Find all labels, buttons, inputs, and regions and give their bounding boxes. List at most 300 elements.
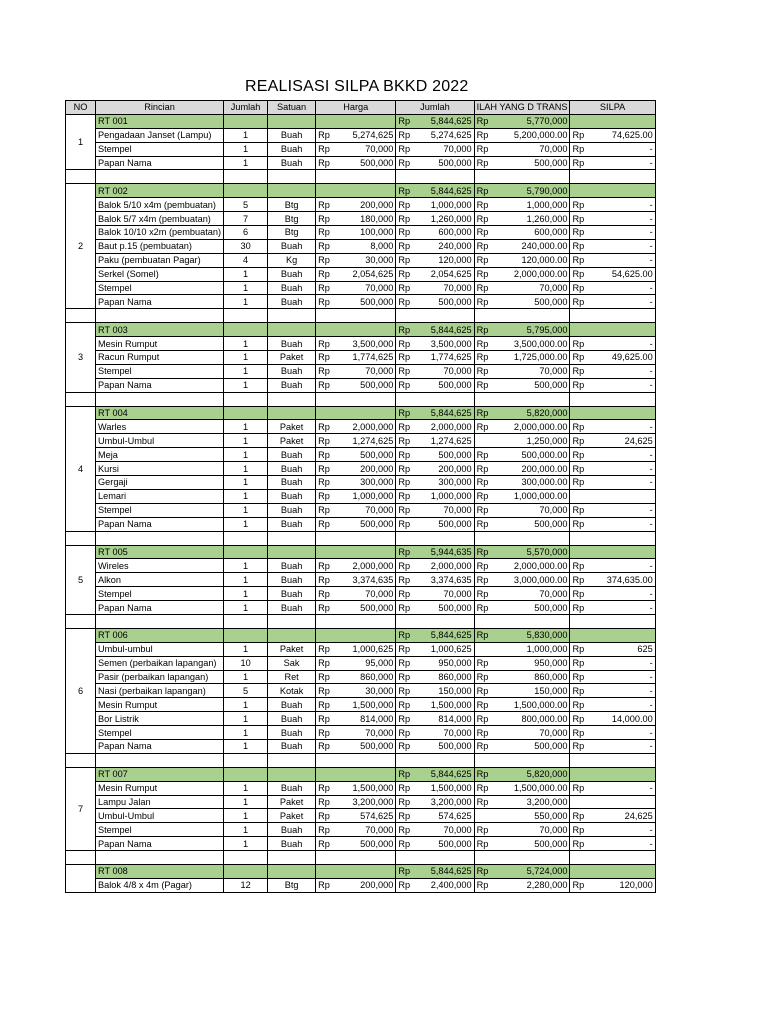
empty-cell[interactable] xyxy=(316,114,396,128)
empty-cell[interactable] xyxy=(316,309,396,323)
currency-cell[interactable]: Rp xyxy=(396,587,412,601)
group-number-cell[interactable] xyxy=(66,864,96,892)
item-transfer-cell[interactable]: 240,000.00 xyxy=(492,239,570,253)
currency-cell[interactable]: Rp xyxy=(474,364,492,378)
item-transfer-cell[interactable]: 5,200,000.00 xyxy=(492,128,570,142)
item-unit-cell[interactable]: Buah xyxy=(268,573,316,587)
empty-cell[interactable] xyxy=(570,392,655,406)
empty-cell[interactable] xyxy=(474,851,570,865)
item-price-cell[interactable]: 500,000 xyxy=(332,739,396,753)
currency-cell[interactable]: Rp xyxy=(570,670,586,684)
item-jumlah-cell[interactable]: 70,000 xyxy=(412,823,474,837)
item-transfer-cell[interactable]: 3,200,000 xyxy=(492,795,570,809)
currency-cell[interactable]: Rp xyxy=(316,656,332,670)
currency-cell[interactable]: Rp xyxy=(396,351,412,365)
empty-cell[interactable] xyxy=(96,851,224,865)
currency-cell[interactable]: Rp xyxy=(570,476,586,490)
currency-cell[interactable]: Rp xyxy=(570,642,586,656)
item-price-cell[interactable]: 200,000 xyxy=(332,198,396,212)
item-qty-cell[interactable]: 4 xyxy=(224,253,268,267)
empty-cell[interactable] xyxy=(316,170,396,184)
group-name-cell[interactable]: RT 006 xyxy=(96,628,224,642)
item-unit-cell[interactable]: Buah xyxy=(268,295,316,309)
item-rincian-cell[interactable]: Pasir (perbaikan lapangan) xyxy=(96,670,224,684)
currency-cell[interactable]: Rp xyxy=(316,726,332,740)
item-rincian-cell[interactable]: Nasi (perbaikan lapangan) xyxy=(96,684,224,698)
currency-cell[interactable]: Rp xyxy=(474,281,492,295)
item-unit-cell[interactable]: Buah xyxy=(268,128,316,142)
currency-cell[interactable]: Rp xyxy=(474,726,492,740)
item-unit-cell[interactable]: Kotak xyxy=(268,684,316,698)
group-transfer-cell[interactable]: 5,820,000 xyxy=(492,406,570,420)
currency-cell[interactable]: Rp xyxy=(474,781,492,795)
group-name-cell[interactable]: RT 005 xyxy=(96,545,224,559)
currency-cell[interactable]: Rp xyxy=(570,823,586,837)
currency-cell[interactable]: Rp xyxy=(316,781,332,795)
currency-cell[interactable] xyxy=(570,489,586,503)
empty-cell[interactable] xyxy=(66,614,96,628)
item-silpa-cell[interactable]: - xyxy=(586,781,655,795)
currency-cell[interactable]: Rp xyxy=(316,142,332,156)
item-transfer-cell[interactable]: 500,000 xyxy=(492,295,570,309)
currency-cell[interactable]: Rp xyxy=(474,267,492,281)
item-qty-cell[interactable]: 1 xyxy=(224,462,268,476)
item-jumlah-cell[interactable]: 70,000 xyxy=(412,503,474,517)
item-price-cell[interactable]: 574,625 xyxy=(332,809,396,823)
item-price-cell[interactable]: 500,000 xyxy=(332,295,396,309)
empty-cell[interactable] xyxy=(570,767,655,781)
item-jumlah-cell[interactable]: 2,000,000 xyxy=(412,420,474,434)
currency-cell[interactable] xyxy=(570,795,586,809)
currency-cell[interactable]: Rp xyxy=(570,781,586,795)
empty-cell[interactable] xyxy=(224,184,268,198)
currency-cell[interactable]: Rp xyxy=(474,420,492,434)
currency-cell[interactable]: Rp xyxy=(316,601,332,615)
item-price-cell[interactable]: 2,054,625 xyxy=(332,267,396,281)
empty-cell[interactable] xyxy=(474,753,570,767)
item-price-cell[interactable]: 2,000,000 xyxy=(332,420,396,434)
item-jumlah-cell[interactable]: 300,000 xyxy=(412,476,474,490)
currency-cell[interactable]: Rp xyxy=(316,281,332,295)
item-unit-cell[interactable]: Buah xyxy=(268,462,316,476)
item-unit-cell[interactable]: Buah xyxy=(268,781,316,795)
currency-cell[interactable]: Rp xyxy=(316,517,332,531)
item-qty-cell[interactable]: 1 xyxy=(224,795,268,809)
currency-cell[interactable]: Rp xyxy=(570,517,586,531)
empty-cell[interactable] xyxy=(316,323,396,337)
currency-cell[interactable]: Rp xyxy=(474,184,492,198)
item-silpa-cell[interactable] xyxy=(586,795,655,809)
item-jumlah-cell[interactable]: 1,260,000 xyxy=(412,212,474,226)
currency-cell[interactable]: Rp xyxy=(474,378,492,392)
currency-cell[interactable]: Rp xyxy=(316,795,332,809)
item-price-cell[interactable]: 200,000 xyxy=(332,878,396,892)
currency-cell[interactable]: Rp xyxy=(396,212,412,226)
currency-cell[interactable]: Rp xyxy=(396,698,412,712)
currency-cell[interactable]: Rp xyxy=(396,198,412,212)
item-transfer-cell[interactable]: 1,500,000.00 xyxy=(492,781,570,795)
currency-cell[interactable]: Rp xyxy=(396,364,412,378)
currency-cell[interactable]: Rp xyxy=(474,684,492,698)
currency-cell[interactable]: Rp xyxy=(396,378,412,392)
item-rincian-cell[interactable]: Papan Nama xyxy=(96,378,224,392)
item-price-cell[interactable]: 500,000 xyxy=(332,378,396,392)
item-price-cell[interactable]: 8,000 xyxy=(332,239,396,253)
currency-cell[interactable]: Rp xyxy=(474,226,492,240)
currency-cell[interactable]: Rp xyxy=(474,142,492,156)
currency-cell[interactable]: Rp xyxy=(396,739,412,753)
item-transfer-cell[interactable]: 950,000 xyxy=(492,656,570,670)
item-jumlah-cell[interactable]: 3,200,000 xyxy=(412,795,474,809)
group-total-cell[interactable]: 5,844,625 xyxy=(412,184,474,198)
item-jumlah-cell[interactable]: 1,000,000 xyxy=(412,198,474,212)
item-jumlah-cell[interactable]: 70,000 xyxy=(412,364,474,378)
item-jumlah-cell[interactable]: 70,000 xyxy=(412,281,474,295)
currency-cell[interactable]: Rp xyxy=(396,128,412,142)
empty-cell[interactable] xyxy=(570,184,655,198)
item-qty-cell[interactable]: 6 xyxy=(224,226,268,240)
item-unit-cell[interactable]: Buah xyxy=(268,378,316,392)
item-qty-cell[interactable]: 1 xyxy=(224,420,268,434)
empty-cell[interactable] xyxy=(570,753,655,767)
group-transfer-cell[interactable]: 5,770,000 xyxy=(492,114,570,128)
empty-cell[interactable] xyxy=(474,309,570,323)
item-silpa-cell[interactable]: - xyxy=(586,476,655,490)
item-transfer-cell[interactable]: 150,000 xyxy=(492,684,570,698)
currency-cell[interactable]: Rp xyxy=(474,212,492,226)
currency-cell[interactable]: Rp xyxy=(396,573,412,587)
empty-cell[interactable] xyxy=(316,864,396,878)
currency-cell[interactable]: Rp xyxy=(316,837,332,851)
item-qty-cell[interactable]: 1 xyxy=(224,739,268,753)
item-rincian-cell[interactable]: Papan Nama xyxy=(96,739,224,753)
currency-cell[interactable]: Rp xyxy=(316,670,332,684)
currency-cell[interactable]: Rp xyxy=(570,198,586,212)
currency-cell[interactable]: Rp xyxy=(474,864,492,878)
item-qty-cell[interactable]: 1 xyxy=(224,142,268,156)
item-unit-cell[interactable]: Buah xyxy=(268,837,316,851)
item-silpa-cell[interactable]: - xyxy=(586,239,655,253)
item-price-cell[interactable]: 3,200,000 xyxy=(332,795,396,809)
item-transfer-cell[interactable]: 600,000 xyxy=(492,226,570,240)
item-transfer-cell[interactable]: 500,000.00 xyxy=(492,448,570,462)
currency-cell[interactable]: Rp xyxy=(570,656,586,670)
item-price-cell[interactable]: 1,500,000 xyxy=(332,781,396,795)
empty-cell[interactable] xyxy=(96,170,224,184)
item-jumlah-cell[interactable]: 600,000 xyxy=(412,226,474,240)
item-silpa-cell[interactable]: 625 xyxy=(586,642,655,656)
item-silpa-cell[interactable]: - xyxy=(586,503,655,517)
item-price-cell[interactable]: 5,274,625 xyxy=(332,128,396,142)
currency-cell[interactable] xyxy=(474,434,492,448)
empty-cell[interactable] xyxy=(224,628,268,642)
empty-cell[interactable] xyxy=(396,531,474,545)
item-rincian-cell[interactable]: Warles xyxy=(96,420,224,434)
item-qty-cell[interactable]: 5 xyxy=(224,198,268,212)
item-silpa-cell[interactable]: - xyxy=(586,156,655,170)
currency-cell[interactable]: Rp xyxy=(474,823,492,837)
item-unit-cell[interactable]: Ret xyxy=(268,670,316,684)
empty-cell[interactable] xyxy=(268,614,316,628)
currency-cell[interactable]: Rp xyxy=(570,503,586,517)
currency-cell[interactable]: Rp xyxy=(396,712,412,726)
empty-cell[interactable] xyxy=(268,628,316,642)
item-silpa-cell[interactable]: - xyxy=(586,337,655,351)
item-rincian-cell[interactable]: Mesin Rumput xyxy=(96,781,224,795)
item-jumlah-cell[interactable]: 500,000 xyxy=(412,837,474,851)
item-transfer-cell[interactable]: 1,000,000.00 xyxy=(492,489,570,503)
item-unit-cell[interactable]: Buah xyxy=(268,517,316,531)
empty-cell[interactable] xyxy=(224,753,268,767)
item-unit-cell[interactable]: Buah xyxy=(268,559,316,573)
currency-cell[interactable]: Rp xyxy=(396,281,412,295)
item-jumlah-cell[interactable]: 2,054,625 xyxy=(412,267,474,281)
empty-cell[interactable] xyxy=(96,392,224,406)
currency-cell[interactable]: Rp xyxy=(474,323,492,337)
currency-cell[interactable]: Rp xyxy=(474,253,492,267)
empty-cell[interactable] xyxy=(268,184,316,198)
empty-cell[interactable] xyxy=(96,614,224,628)
currency-cell[interactable]: Rp xyxy=(474,462,492,476)
currency-cell[interactable]: Rp xyxy=(474,406,492,420)
item-price-cell[interactable]: 95,000 xyxy=(332,656,396,670)
item-transfer-cell[interactable]: 500,000 xyxy=(492,517,570,531)
empty-cell[interactable] xyxy=(96,753,224,767)
item-price-cell[interactable]: 70,000 xyxy=(332,823,396,837)
item-rincian-cell[interactable]: Alkon xyxy=(96,573,224,587)
currency-cell[interactable]: Rp xyxy=(474,114,492,128)
item-qty-cell[interactable]: 1 xyxy=(224,726,268,740)
empty-cell[interactable] xyxy=(224,323,268,337)
item-transfer-cell[interactable]: 120,000.00 xyxy=(492,253,570,267)
empty-cell[interactable] xyxy=(224,392,268,406)
currency-cell[interactable]: Rp xyxy=(474,559,492,573)
item-transfer-cell[interactable]: 1,725,000.00 xyxy=(492,351,570,365)
item-transfer-cell[interactable]: 70,000 xyxy=(492,587,570,601)
currency-cell[interactable]: Rp xyxy=(474,739,492,753)
item-jumlah-cell[interactable]: 1,500,000 xyxy=(412,698,474,712)
col-satuan[interactable]: Satuan xyxy=(268,101,316,115)
currency-cell[interactable]: Rp xyxy=(396,601,412,615)
item-unit-cell[interactable]: Buah xyxy=(268,698,316,712)
empty-cell[interactable] xyxy=(96,309,224,323)
item-silpa-cell[interactable]: - xyxy=(586,281,655,295)
item-price-cell[interactable]: 500,000 xyxy=(332,448,396,462)
item-price-cell[interactable]: 70,000 xyxy=(332,726,396,740)
currency-cell[interactable]: Rp xyxy=(396,114,412,128)
item-unit-cell[interactable]: Buah xyxy=(268,337,316,351)
item-silpa-cell[interactable]: - xyxy=(586,823,655,837)
item-silpa-cell[interactable]: 374,635.00 xyxy=(586,573,655,587)
currency-cell[interactable]: Rp xyxy=(396,448,412,462)
currency-cell[interactable]: Rp xyxy=(316,378,332,392)
item-rincian-cell[interactable]: Serkel (Somel) xyxy=(96,267,224,281)
currency-cell[interactable]: Rp xyxy=(316,503,332,517)
currency-cell[interactable]: Rp xyxy=(396,503,412,517)
item-transfer-cell[interactable]: 800,000.00 xyxy=(492,712,570,726)
currency-cell[interactable]: Rp xyxy=(396,142,412,156)
item-jumlah-cell[interactable]: 5,274,625 xyxy=(412,128,474,142)
item-qty-cell[interactable]: 1 xyxy=(224,378,268,392)
currency-cell[interactable]: Rp xyxy=(570,253,586,267)
item-price-cell[interactable]: 70,000 xyxy=(332,281,396,295)
currency-cell[interactable]: Rp xyxy=(570,364,586,378)
item-rincian-cell[interactable]: Stempel xyxy=(96,364,224,378)
item-rincian-cell[interactable]: Umbul-umbul xyxy=(96,642,224,656)
currency-cell[interactable]: Rp xyxy=(316,253,332,267)
empty-cell[interactable] xyxy=(268,545,316,559)
item-unit-cell[interactable]: Paket xyxy=(268,351,316,365)
currency-cell[interactable]: Rp xyxy=(316,809,332,823)
currency-cell[interactable]: Rp xyxy=(396,434,412,448)
item-jumlah-cell[interactable]: 2,000,000 xyxy=(412,559,474,573)
item-rincian-cell[interactable]: Bor Listrik xyxy=(96,712,224,726)
currency-cell[interactable]: Rp xyxy=(570,281,586,295)
item-transfer-cell[interactable]: 70,000 xyxy=(492,281,570,295)
item-price-cell[interactable]: 1,774,625 xyxy=(332,351,396,365)
item-rincian-cell[interactable]: Papan Nama xyxy=(96,517,224,531)
currency-cell[interactable]: Rp xyxy=(570,267,586,281)
empty-cell[interactable] xyxy=(224,170,268,184)
item-qty-cell[interactable]: 1 xyxy=(224,670,268,684)
group-transfer-cell[interactable]: 5,570,000 xyxy=(492,545,570,559)
col-harga[interactable]: Harga xyxy=(316,101,396,115)
empty-cell[interactable] xyxy=(316,753,396,767)
empty-cell[interactable] xyxy=(396,392,474,406)
currency-cell[interactable]: Rp xyxy=(396,642,412,656)
currency-cell[interactable]: Rp xyxy=(474,573,492,587)
item-price-cell[interactable]: 30,000 xyxy=(332,684,396,698)
item-rincian-cell[interactable]: Lampu Jalan xyxy=(96,795,224,809)
group-number-cell[interactable]: 3 xyxy=(66,323,96,392)
group-name-cell[interactable]: RT 007 xyxy=(96,767,224,781)
item-rincian-cell[interactable]: Balok 10/10 x2m (pembuatan) xyxy=(96,226,224,240)
item-silpa-cell[interactable]: - xyxy=(586,559,655,573)
item-qty-cell[interactable]: 1 xyxy=(224,809,268,823)
empty-cell[interactable] xyxy=(396,851,474,865)
currency-cell[interactable]: Rp xyxy=(474,128,492,142)
col-rincian[interactable]: Rincian xyxy=(96,101,224,115)
item-unit-cell[interactable]: Paket xyxy=(268,434,316,448)
currency-cell[interactable]: Rp xyxy=(396,295,412,309)
currency-cell[interactable]: Rp xyxy=(474,656,492,670)
currency-cell[interactable]: Rp xyxy=(316,156,332,170)
item-qty-cell[interactable]: 1 xyxy=(224,573,268,587)
item-jumlah-cell[interactable]: 1,000,625 xyxy=(412,642,474,656)
empty-cell[interactable] xyxy=(268,114,316,128)
currency-cell[interactable]: Rp xyxy=(570,837,586,851)
item-silpa-cell[interactable]: - xyxy=(586,462,655,476)
item-price-cell[interactable]: 70,000 xyxy=(332,587,396,601)
item-qty-cell[interactable]: 1 xyxy=(224,128,268,142)
item-silpa-cell[interactable]: - xyxy=(586,587,655,601)
currency-cell[interactable]: Rp xyxy=(396,684,412,698)
item-unit-cell[interactable]: Buah xyxy=(268,489,316,503)
item-qty-cell[interactable]: 1 xyxy=(224,642,268,656)
item-jumlah-cell[interactable]: 2,400,000 xyxy=(412,878,474,892)
item-qty-cell[interactable]: 30 xyxy=(224,239,268,253)
item-unit-cell[interactable]: Buah xyxy=(268,601,316,615)
currency-cell[interactable]: Rp xyxy=(396,837,412,851)
group-name-cell[interactable]: RT 002 xyxy=(96,184,224,198)
empty-cell[interactable] xyxy=(66,531,96,545)
currency-cell[interactable]: Rp xyxy=(570,739,586,753)
item-rincian-cell[interactable]: Lemari xyxy=(96,489,224,503)
currency-cell[interactable]: Rp xyxy=(474,156,492,170)
item-unit-cell[interactable]: Buah xyxy=(268,448,316,462)
currency-cell[interactable]: Rp xyxy=(316,295,332,309)
item-silpa-cell[interactable]: - xyxy=(586,295,655,309)
currency-cell[interactable]: Rp xyxy=(396,476,412,490)
item-rincian-cell[interactable]: Mesin Rumput xyxy=(96,698,224,712)
item-rincian-cell[interactable]: Kursi xyxy=(96,462,224,476)
item-qty-cell[interactable]: 1 xyxy=(224,295,268,309)
item-transfer-cell[interactable]: 300,000.00 xyxy=(492,476,570,490)
item-silpa-cell[interactable]: 120,000 xyxy=(586,878,655,892)
empty-cell[interactable] xyxy=(570,309,655,323)
empty-cell[interactable] xyxy=(268,851,316,865)
empty-cell[interactable] xyxy=(224,309,268,323)
item-jumlah-cell[interactable]: 240,000 xyxy=(412,239,474,253)
item-rincian-cell[interactable]: Paku (pembuatan Pagar) xyxy=(96,253,224,267)
group-transfer-cell[interactable]: 5,830,000 xyxy=(492,628,570,642)
item-transfer-cell[interactable]: 1,500,000.00 xyxy=(492,698,570,712)
empty-cell[interactable] xyxy=(268,767,316,781)
item-qty-cell[interactable]: 1 xyxy=(224,476,268,490)
item-price-cell[interactable]: 70,000 xyxy=(332,503,396,517)
currency-cell[interactable]: Rp xyxy=(396,823,412,837)
currency-cell[interactable]: Rp xyxy=(396,156,412,170)
currency-cell[interactable]: Rp xyxy=(316,823,332,837)
currency-cell[interactable]: Rp xyxy=(474,448,492,462)
item-rincian-cell[interactable]: Balok 5/10 x4m (pembuatan) xyxy=(96,198,224,212)
currency-cell[interactable]: Rp xyxy=(474,295,492,309)
currency-cell[interactable]: Rp xyxy=(570,462,586,476)
item-unit-cell[interactable]: Buah xyxy=(268,156,316,170)
item-unit-cell[interactable]: Buah xyxy=(268,587,316,601)
item-jumlah-cell[interactable]: 814,000 xyxy=(412,712,474,726)
empty-cell[interactable] xyxy=(474,392,570,406)
currency-cell[interactable]: Rp xyxy=(316,351,332,365)
item-jumlah-cell[interactable]: 150,000 xyxy=(412,684,474,698)
item-jumlah-cell[interactable]: 70,000 xyxy=(412,587,474,601)
item-qty-cell[interactable]: 7 xyxy=(224,212,268,226)
item-price-cell[interactable]: 180,000 xyxy=(332,212,396,226)
item-transfer-cell[interactable]: 2,000,000.00 xyxy=(492,559,570,573)
col-no[interactable]: NO xyxy=(66,101,96,115)
currency-cell[interactable]: Rp xyxy=(474,767,492,781)
item-unit-cell[interactable]: Btg xyxy=(268,198,316,212)
currency-cell[interactable]: Rp xyxy=(316,642,332,656)
empty-cell[interactable] xyxy=(570,170,655,184)
item-rincian-cell[interactable]: Semen (perbaikan lapangan) xyxy=(96,656,224,670)
item-price-cell[interactable]: 30,000 xyxy=(332,253,396,267)
currency-cell[interactable]: Rp xyxy=(396,656,412,670)
item-transfer-cell[interactable]: 2,000,000.00 xyxy=(492,420,570,434)
empty-cell[interactable] xyxy=(224,851,268,865)
empty-cell[interactable] xyxy=(268,309,316,323)
currency-cell[interactable]: Rp xyxy=(570,337,586,351)
empty-cell[interactable] xyxy=(66,753,96,767)
item-jumlah-cell[interactable]: 70,000 xyxy=(412,142,474,156)
currency-cell[interactable]: Rp xyxy=(570,726,586,740)
currency-cell[interactable]: Rp xyxy=(316,462,332,476)
item-rincian-cell[interactable]: Racun Rumput xyxy=(96,351,224,365)
item-silpa-cell[interactable]: 24,625 xyxy=(586,434,655,448)
item-transfer-cell[interactable]: 860,000 xyxy=(492,670,570,684)
currency-cell[interactable]: Rp xyxy=(474,503,492,517)
item-transfer-cell[interactable]: 3,500,000.00 xyxy=(492,337,570,351)
